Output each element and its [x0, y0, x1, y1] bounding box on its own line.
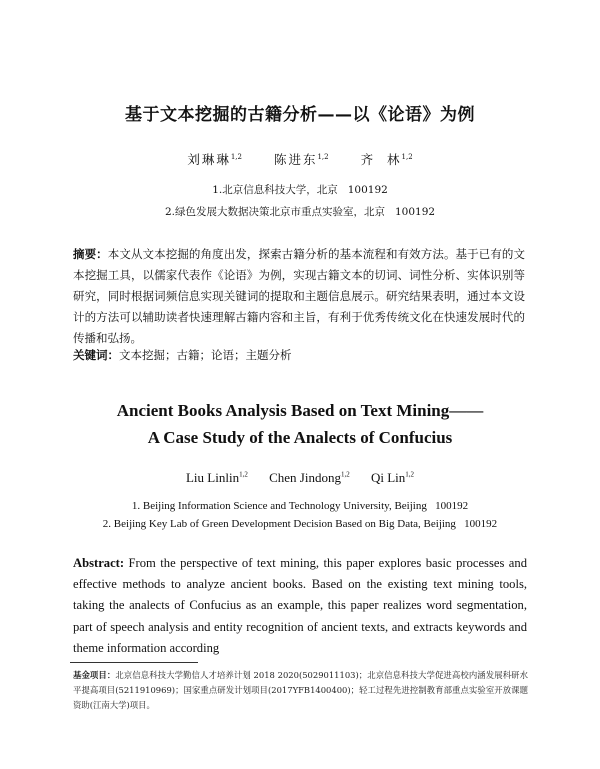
- english-title: [0, 397, 600, 451]
- chinese-abstract-text: 本文从文本挖掘的角度出发，探索古籍分析的基本流程和有效方法。基于已有的文本挖掘工具，以儒家代表作《论语》为例，实现古籍文本的切词、词性分析、实体识别等研究，同时根据词频信息实现关键词的提取和主题信息展示。研究结果表明，通过本文设计的方法可以辅助读者快速理解古籍内容和主旨，有利于优秀传统文化在快速发展时代的传播和弘扬。: [73, 247, 526, 345]
- footnote-label: 基金项目：: [73, 670, 116, 680]
- footnote-divider: [70, 662, 198, 663]
- chinese-keywords-text: 文本挖掘；古籍；论语；主题分析: [119, 348, 292, 362]
- chinese-affiliation: 1.北京信息科技大学，北京 100192: [212, 184, 388, 196]
- funding-footnote: [73, 668, 528, 713]
- english-abstract: [73, 553, 527, 659]
- english-title-line: A Case Study of the Analects of Confucius: [147, 428, 453, 447]
- author-affiliation-mark: 1,2: [239, 470, 248, 479]
- footnote-text: 北京信息科技大学勤信人才培养计划 2018 2020(5029011103)；北京信息科技大学促进高校内涵发展科研水平提高项目(5211910969)；国家重点研发计划项目(2017YFB1400400)；轻工过程先进控制教育部重点实验室开放课题资助(江南大学)项目。: [73, 670, 528, 710]
- chinese-author-list: [0, 150, 600, 168]
- author-name: 刘琳琳: [187, 152, 231, 167]
- english-affiliation: 1. Beijing Information Science and Technology University, Beijing 100192: [131, 500, 469, 512]
- author-name: Liu Linlin: [185, 470, 240, 485]
- chinese-abstract-label: 摘要：: [73, 247, 108, 261]
- author-name: 齐 林: [360, 152, 402, 167]
- english-abstract-text: From the perspective of text mining, this paper explores basic processes and effective methods to analyze ancient books. Based on the existing text mining tools, taking the analects of Confucius as an example, this paper realizes word segmentation, part of speech analysis and entity recognition of ancient texts, and extracts keywords and theme information according: [73, 556, 527, 655]
- author-affiliation-mark: 1,2: [405, 470, 415, 479]
- english-abstract-label: Abstract:: [73, 556, 125, 570]
- author-affiliation-mark: 1,2: [340, 470, 350, 479]
- author-name: Qi Lin: [370, 470, 406, 485]
- english-title-line: Ancient Books Analysis Based on Text Mining——: [116, 401, 484, 420]
- chinese-keywords: [73, 345, 525, 365]
- english-author: [371, 470, 414, 485]
- chinese-title: 基于文本挖掘的古籍分析——以《论语》为例: [125, 105, 475, 125]
- chinese-abstract: [73, 244, 525, 349]
- author-name: Chen Jindong: [269, 470, 341, 485]
- author-affiliation-mark: 1,2: [230, 152, 242, 161]
- english-author: [269, 470, 350, 485]
- author-affiliation-mark: 1,2: [401, 152, 413, 161]
- author-name: 陈进东: [273, 152, 318, 167]
- author-affiliation-mark: 1,2: [317, 152, 329, 161]
- chinese-author: [274, 152, 329, 167]
- chinese-author: [187, 152, 242, 167]
- english-author-list: [0, 470, 600, 486]
- english-affiliation: 2. Beijing Key Lab of Green Development Decision Based on Big Data, Beijing 100192: [102, 518, 498, 530]
- chinese-keywords-label: 关键词：: [73, 348, 119, 362]
- chinese-affiliation: 2.绿色发展大数据决策北京市重点实验室，北京 100192: [164, 206, 436, 218]
- english-author: [186, 470, 248, 485]
- chinese-author: [361, 152, 413, 167]
